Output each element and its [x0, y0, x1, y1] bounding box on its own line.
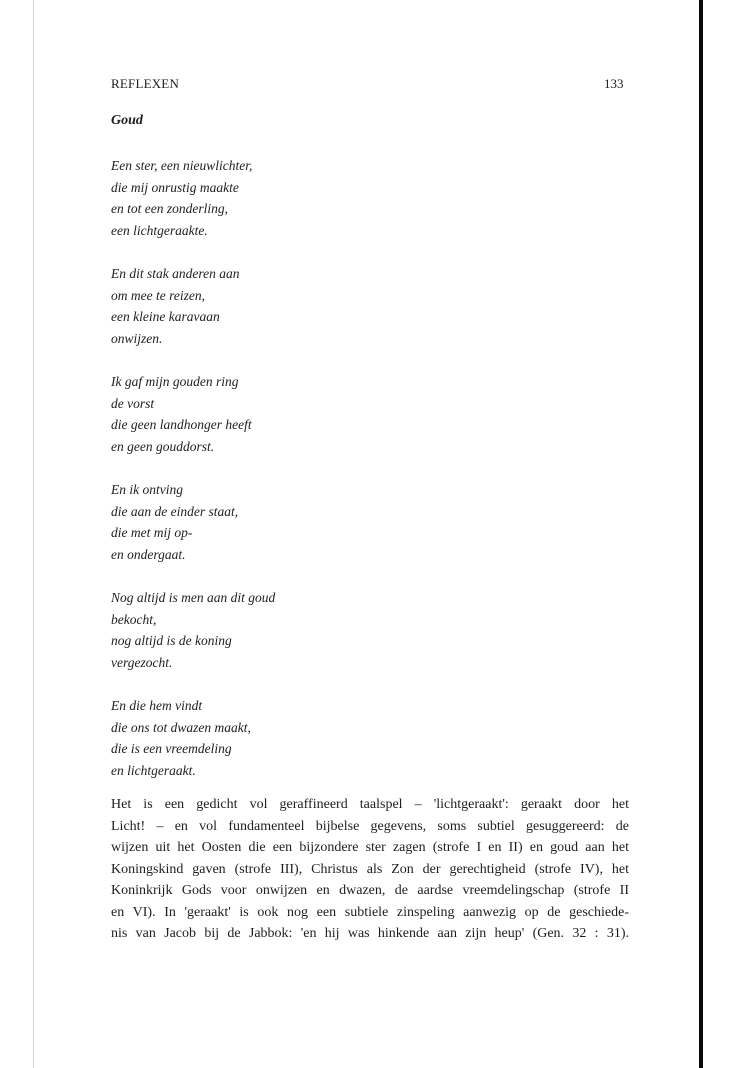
poem-line: die is een vreemdeling	[111, 741, 232, 756]
commentary-line: Licht! – en vol fundamenteel bijbelse gegevens, soms subtiel gesuggereerd: de	[111, 818, 629, 834]
running-head: REFLEXEN	[111, 76, 180, 91]
commentary-paragraph	[111, 794, 629, 945]
page-edge-left	[33, 0, 34, 1068]
poem-line: En ik ontving	[111, 482, 183, 497]
poem-line: om mee te reizen,	[111, 287, 205, 303]
poem-line: die ons tot dwazen maakt,	[111, 719, 251, 735]
poem-line: een kleine karavaan	[111, 309, 220, 324]
commentary-line: Koningskind gaven (strofe III), Christus als Zon der gerechtigheid (strofe IV), het	[111, 861, 629, 877]
commentary-line: en VI). In 'geraakt' is ook nog een subtiele zinspeling aanwezig op de geschiede-	[111, 904, 629, 920]
poem-title: Goud	[111, 113, 143, 128]
poem-line: een lichtgeraakte.	[111, 222, 208, 238]
poem-line: En die hem vindt	[111, 698, 203, 713]
stanza-6	[111, 695, 411, 781]
stanza-3	[111, 371, 411, 457]
poem-line: bekocht,	[111, 611, 157, 627]
poem-line: en ondergaat.	[111, 546, 186, 562]
poem-line: die met mij op-	[111, 525, 193, 540]
stanza-1	[111, 155, 411, 241]
poem-body	[111, 155, 411, 803]
poem-line: Ik gaf mijn gouden ring	[111, 374, 239, 389]
poem-line: en geen gouddorst.	[111, 438, 215, 454]
commentary-line: wijzen uit het Oosten die een bijzondere ster zagen (strofe I en II) en goud aan het	[111, 840, 629, 855]
page-edge-right	[699, 0, 703, 1068]
poem-line: Nog altijd is men aan dit goud	[111, 590, 276, 605]
poem-line: vergezocht.	[111, 654, 173, 670]
poem-line: Een ster, een nieuwlichter,	[111, 158, 253, 173]
poem-line: die geen landhonger heeft	[111, 417, 252, 432]
poem-line: nog altijd is de koning	[111, 633, 232, 648]
poem-line: die aan de einder staat,	[111, 503, 239, 519]
commentary-line: Koninkrijk Gods voor onwijzen en dwazen, de aardse vreemdelingschap (strofe II	[111, 883, 629, 898]
poem-line: de vorst	[111, 395, 155, 411]
commentary-line: nis van Jacob bij de Jabbok: 'en hij was hinkende aan zijn heup' (Gen. 32 : 31).	[111, 926, 629, 941]
poem-line: en tot een zonderling,	[111, 201, 228, 216]
poem-line: en lichtgeraakt.	[111, 762, 196, 778]
poem-line: onwijzen.	[111, 330, 163, 346]
poem-line: die mij onrustig maakte	[111, 179, 239, 195]
stanza-4	[111, 479, 411, 565]
commentary-line: Het is een gedicht vol geraffineerd taalspel – 'lichtgeraakt': geraakt door het	[111, 797, 629, 812]
poem-line: En dit stak anderen aan	[111, 266, 240, 281]
page-number: 133	[604, 76, 624, 91]
stanza-2	[111, 263, 411, 349]
stanza-5	[111, 587, 411, 673]
